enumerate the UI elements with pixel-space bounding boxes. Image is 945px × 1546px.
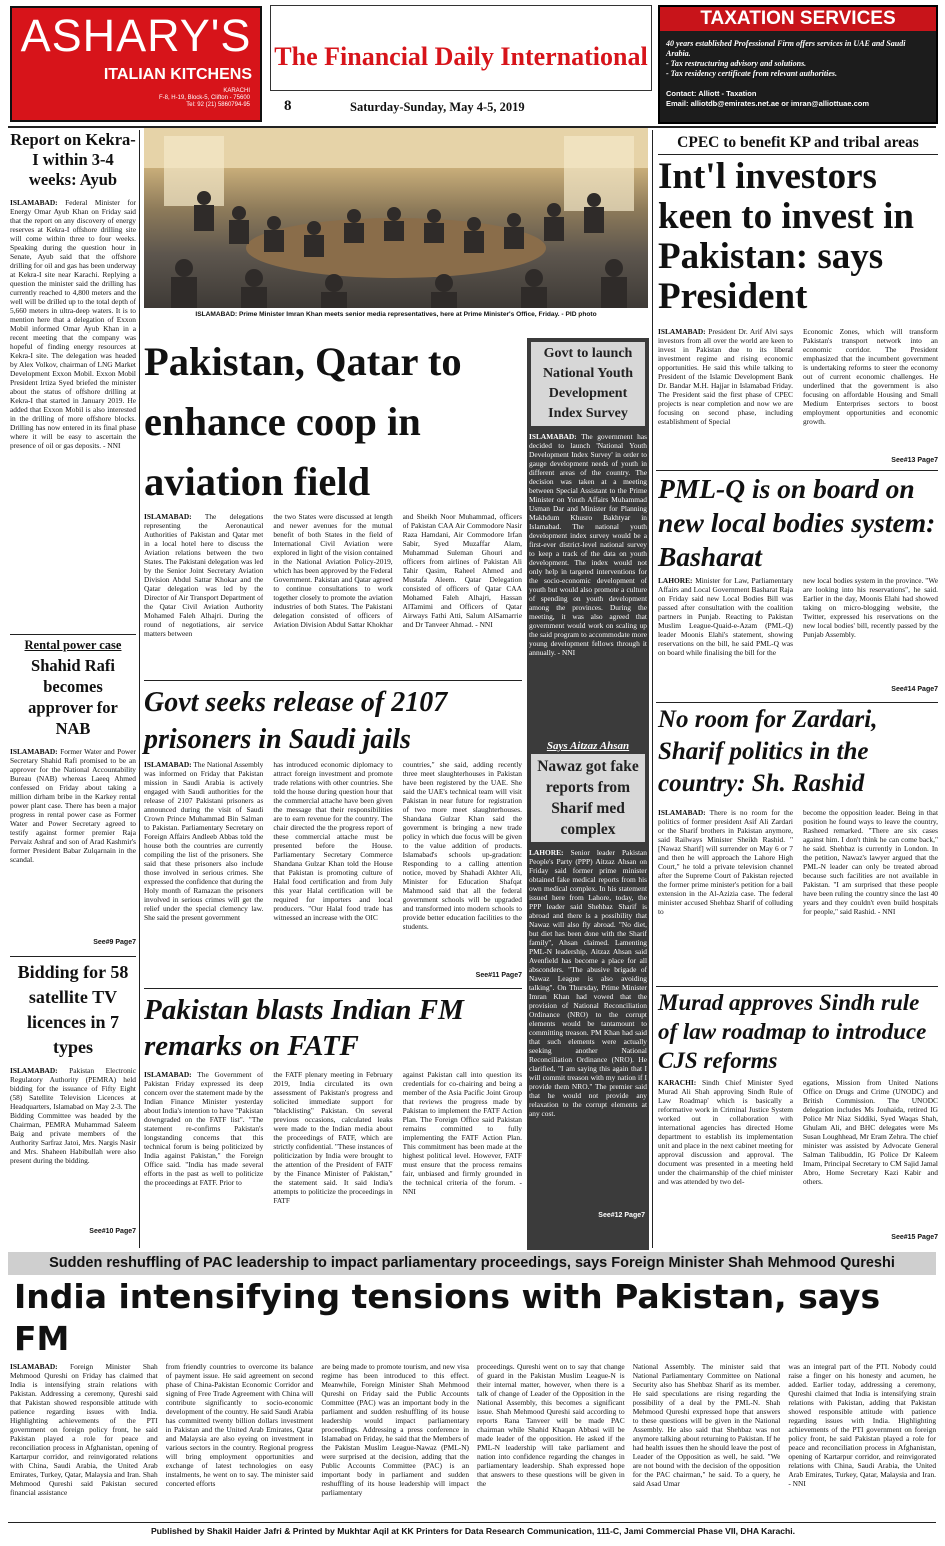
tax-ad-contact: Contact: Alliott - Taxation: [666, 89, 757, 98]
ashary-subtitle: ITALIAN KITCHENS: [103, 66, 252, 83]
headline: Govt seeks release of 2107 prisoners in Saudi jails: [144, 687, 448, 755]
story-body: ISLAMABAD: The National Assembly was informed on Friday that Pakistan mission in Saudi Arabia is actively engaged with Saudi authorities for the release of 2107 Pakistani prisoners as announced during the visit of Saudi Crown Prince Muhammad Bin Salman to Pakistan. Parliamentary Secretary on Foreign Affairs Andleeb Abbas told the house both the countries are currently compiling the list of the prisoners. She said that these prisoners also include those involved in serious crimes. She expressed the confidence that during the Holy month of Ramazan the prisoners involved in serious crimes will get the relief under the special clemency law. She said the present government has introduced economic diplomacy to attract foreign investment and promote trade relations with other countries. She told the house during question hour that the commercial attache have been given the message that their responsibilities are to earn revenue for the country. The chair directed the the progress report of these commercial attache must be presented before the House. Parliamentary Secretary Commerce Shandana Gulzar Khan told the House that Pakistan is promoting culture of Halal food certification and from July this year Halal certification will be required for importers and local producers. "Our Halal food trade has witnessed an increase with the OIC countries," she said, adding recently three meet slaughterhouses in Pakistan have been registered by the UAE. She said the UAE's technical team will visit Pakistan in near future for registration of two more meet slaughterhouses. Shandana Gulzar Khan said the government is bringing a new trade policy in which due focus will be given to the value addition of products. Islamabad's schools up-gradation: Responding to a calling attention notice, moved by Shahadi Akhter Ali, Minister for Education Shafqat Mahmood said that all the federal government schools will be upgraded and transformed into modern schools to provide better education facilities to the students.: [144, 760, 522, 931]
newspaper-title: The Financial Daily International: [270, 5, 652, 91]
headline: India intensifying tensions with Pakistan, says FM: [14, 1277, 881, 1358]
story-shahid-rafi: [10, 638, 136, 946]
see-ref: See#15 Page7: [891, 1234, 938, 1241]
headline: No room for Zardari, Sharif politics in the country: Sh. Rashid: [658, 706, 878, 797]
tax-ad-email: Email: alliotdb@emirates.net.ae or imran@alliottuae.com: [666, 99, 870, 108]
see-ref: See#13 Page7: [891, 457, 938, 464]
headline: Shahid Rafi becomes approver for NAB: [28, 656, 118, 738]
footer-rule: [8, 1522, 936, 1523]
taxation-ad: [658, 5, 938, 124]
story-body: ISLAMABAD: There is no room for the politics of former president Asif Ali Zardari or the Sharif brothers in Pakistan anymore, said Railways Minister Sheikh Rashid. "[Nawaz Sharif] will surrender on May 6 or 7 and then he will approach the Lahore High Court," he told a private television channel after the Supreme Court of Pakistan rejected the former prime minister's petition for a bail extension in the Al-Azizia case. The federal minister accused Shehbaz Sharif of colluding to become the opposition leader. Being in that position he found ways to leave the country, Rasheed remarked. "There are six cases against him. I don't think he can come back," he said. Shehbaz is currently in London. In the petition, Nawaz's lawyer argued that the PML-N leader can only be treated abroad because such facilities are not available in Pakistan. "I am surprised that these people have been ruling the country since the last 40 years and they couldn't even build hospitals for people," said Rashid. - NNI: [658, 808, 938, 916]
column-rule: [139, 130, 140, 1248]
story-body: LAHORE: Minister for Law, Parliamentary Affairs and Local Government Basharat Raja on Friday said new Local Bodies Bill was passed after consultation with the coalition partners in Punjab. Reacting to Pakistan Muslim League-Quaid-e-Azam (PML-Q) leader Moonis Elahi's statement, showing reservations on the bill, he said PML-Q was on board while finalising the bill for the new local bodies system in the province. "We are looking into his reservations", he said. Earlier in the day, Moonis Elahi had showed taking on micro-blogging website, the Twitter, expressed his reservations on the new local bodies' bill, recently passed by the Punjab Assembly.: [658, 576, 938, 657]
ashary-tel: Tel: 92 (21) 5860794-95: [186, 102, 250, 108]
story-investors: [658, 134, 938, 464]
tax-ad-line: 40 years established Professional Firm offers services in UAE and Saudi Arabia.: [666, 39, 906, 58]
story-body: ISLAMABAD: Foreign Minister Shah Mehmood Qureshi on Friday has claimed that India is intensifying strain relations with Pakistan. Addressing a ceremony, Qureshi said that Pakistan showed responsible attitude with patience regarding issues with India. Highlighting achievements of the PTI government on foreign policy front, he said Pakistan played a role for peace and reconciliation process in Afghanistan, opening of Kartarpur corridor, and reinvigorated relations with China, Saudi Arabia, the United Arab Emirates, Turkey, Qatar, Malaysia and Iran. Shah Mehmood Qureshi said Pakistan secured financial assistance from friendly countries to overcome its balance of payment issue. He said agreement on second phase of China-Pakistan Economic Corridor and signing of Free Trade Agreement with China will contribute significantly to socio-economic development of the country. He said Saudi Arabia has committed twenty billion dollars investment in Pakistan and the United Arab Emirates, Qatar and Malaysia are also eyeing on investment in various sectors in the country. Regional progress will bring employment opportunities and exchange of latest technologies on easy instalments, he went on to say. The minister said concerted efforts are being made to promote tourism, and new visa regime has been introduced to this effect. Meanwhile, Foreign Minister Shah Mehmood Qureshi on Friday said the Public Accounts Committee (PAC) was an important body in the parliament and sudden reshuffling of its house leadership would impact parliamentary proceedings. Addressing a press conference in Islamabad on Friday, he said that the Members of the Pakistan Muslim League-Nawaz (PML-N) were surprised at the decision, adding that the Public Accounts Committee (PAC) is an important body in parliament and sudden reshuffling of its house leadership will impact parliamentary proceedings. Qureshi went on to say that change of guard in the Pakistan Muslim League-N is their internal matter, however, when there is a talk of change of Leader of the Opposition in the National Assembly, this becomes a significant issue. Shah Mehmood Qureshi said according to reports Rana Tanveer will be made PAC chairman while Shahid Khaqan Abbasi will be made leader of the opposition. He asked if the PML-N leadership will take parliament and nation into confidence regarding the changes in parliamentary leadership. Shah expressed hope that answers to these questions will be given in the National Assembly. The minister said that National Parliamentary Committee on National Security also has Shehbaz Sharif as its member. He said speculations are rising regarding the possibility of a deal by the PML-N. Shah Mehmood Qureshi expressed hope that answers to these questions will be given in the National Assembly. He also said that Shehbaz was not anymore talking about returning to Pakistan. If he had health issues then he should leave the post of Leader of the Opposition as well, he said. "We are not bound with the decision of the opposition for the PAC chairman," he said. To a query, he said Asad Umar was an integral part of the PTI. Nobody could raise a finger on his honesty and acumen, he added. Earlier today, addressing a ceremony, Qureshi claimed that India is intensifying strain relations with Pakistan, adding that Pakistan showed responsible attitude with patience regarding issues with India. Highlighting achievements of the PTI government on foreign policy front, he said Pakistan played a role for peace and reconciliation process in Afghanistan, opening of Kartarpur corridor, and reinvigorated relations with China, Saudi Arabia, the United Arab Emirates, Turkey, Qatar, Malaysia and Iran. - NNI: [10, 1362, 936, 1497]
ashary-ad: [10, 6, 262, 122]
kicker: CPEC to benefit KP and tribal areas: [658, 134, 938, 155]
ashary-address: F-8, H-19, Block-5, Clifton - 75600: [158, 95, 250, 101]
divider: [656, 470, 938, 471]
see-ref: See#10 Page7: [89, 1228, 136, 1235]
nyd-headline: Govt to launch National Youth Development Index Survey: [531, 342, 645, 426]
page-number: 8: [284, 98, 292, 114]
headline: Pakistan, Qatar to enhance coop in aviation field: [144, 339, 462, 504]
divider: [144, 680, 522, 681]
tax-ad-header: TAXATION SERVICES: [660, 7, 936, 31]
story-murad: [658, 988, 938, 1241]
see-ref: See#14 Page7: [891, 686, 938, 693]
imprint-footer: Published by Shakil Haider Jafri & Printed by Mukhtar Aqil at KK Printers for Data Research Communication, 111-C, Jami Commercial Phase VII, DHA Karachi.: [150, 1526, 796, 1536]
see-ref: See#11 Page7: [475, 972, 522, 979]
nyd-body: ISLAMABAD: The government has decided to launch 'National Youth Development Index Survey' in order to gauge development needs of youth in different areas of the country. The decision was taken at a meeting between Special Assistant to the Prime Minister on Youth Affairs Muhammad Usman Dar and Minister for Planning Makhdum Khusro Bakhtyar in Islamabad. The national youth development index survey would be a first-ever district-level national survey to keep a track of the data on youth development. The index would not only help in targeted interventions for the socio-economic development of youth but would also promote a culture of spending on youth development among the provinces. During the meeting, it was also agreed that government would work on scaling up the said program to accommodate more young development fellows through it annually. - NNI: [529, 432, 647, 657]
nawaz-headline: Nawaz got fake reports from Sharif med complex: [531, 754, 645, 842]
nawaz-body: LAHORE: Senior leader Pakistan People's Party (PPP) Aitzaz Ahsan on Friday said former prime minister obtained fake medical reports from his own medical complex. In his statement issued here from Lahore, today, the PPP leader said Shehbaz Sharif is abroad and there is a possibility that Nawaz will also fly abroad. "No diet, but diet has been done with the Sharif family", Ahsan claimed. Lamenting PML-N leadership, Aitzaz Ahsan said Avenfield has become a place for all absconders. "The abusive brigade of Nawaz League is also avoiding talking". On Thursday, Prime Minister Imran Khan had vowed that the provision of National Reconciliation Ordinance (NRO) to the corrupt elements would be tantamount to committing treason. PM Khan had said that such elements were actually seeking another National Reconciliation Ordinance (NRO). He clarified, "I am saying this again that I will commit treason with my nation if I provide them NRO." The premier said that he would not provide any relaxation to the corrupt elements at any cost.: [529, 848, 647, 1118]
story-saudi: [144, 684, 522, 979]
headline: Pakistan blasts Indian FM remarks on FATF: [144, 994, 464, 1062]
story-body: KARACHI: Sindh Chief Minister Syed Murad Ali Shah approving Sindh Rule of Law Roadmap' which is basically a reformative work in Criminal Justice System worked out in collaboration with international agencies has directed Home department to establish its implementation unit and place in the next cabinet meeting for approval discussion and approval. The document was presented in a meeting held under the chairmanship of the chief minister and was attended by two del- egations, Mission from United Nations Office on Drugs and Crime (UNODC) and British Commission. The UNODC delegation includes Ms Jouhaida, retired IG Police Mr Niaz Siddiki, Syed Waqas Shah, Ghulam Ali, and BHC delegates were Ms Susan Loughhead, Mr Eram Zehra. The chief minister was assisted by Advocate General Salman Talibuddin, IG Police Dr Kaleem Imam, Principal Secretary to CM Sajid Jamal Abro, Home Secretary Kazi Kabir and others.: [658, 1078, 938, 1186]
story-bidding: [10, 960, 136, 1235]
news-photo: [144, 128, 648, 308]
nawaz-kicker: Says Aitzaz Ahsan: [546, 740, 630, 752]
headline: Report on Kekra-I within 3-4 weeks: Ayub: [10, 130, 136, 189]
headline: Bidding for 58 satellite TV licences in 7 types: [17, 962, 129, 1057]
pac-banner: Sudden reshuffling of PAC leadership to impact parliamentary proceedings, says Foreign Minister Shah Mehmood Qureshi: [8, 1252, 936, 1275]
tax-ad-line: - Tax restructuring advisory and solutions.: [666, 59, 807, 68]
headline: PML-Q is on board on new local bodies system: Basharat: [658, 473, 936, 572]
ashary-city: KARACHI: [223, 88, 250, 94]
divider: [10, 956, 136, 957]
story-qatar: [144, 332, 522, 680]
story-body: ISLAMABAD: Former Water and Power Secretary Shahid Rafi promised to be an approver for the National Accountability Bureau (NAB) whereas Laeeq Ahmed confessed on Friday about taking a million dirham bribe in the Karkey rental power plant case. There has been a major progress in rental power case as Former Water and Power Secretary agreed to testify against former premier Raja Pervaiz Ashraf and son of Arad Kashmir's former President Babar Zulqarnain in the scandal.: [10, 747, 136, 864]
divider: [10, 634, 136, 635]
story-body: ISLAMABAD: Federal Minister for Energy Omar Ayub Khan on Friday said that the report on any discovery of energy reserves at Kekra-I offshore drilling site will come within three to four weeks. Speaking during the question hour in Senate, Ayub said that the offshore drilling for oil and gas has been underway at Kekra-I site near Karachi. Replying a question the minister said the drilling has currently reached to 4,800 meters and the well will be drilled up to the total depth of 5,660 meters in ultra-deep waters. It is to mention here that a delegation of Exxon Mobil informed Omar Ayub Khan in a recent meeting that the company was hopeful of finding energy resources at Kekra-I site. The delegation was headed by Alex Volkov, chairman of LNG Market Development Exxon Mobil. Exxon Mobil President Irtiza Syed briefed the minister about the status of offshore drilling at Kekra-I that started in January 2019. He added that Exxon Mobil is also interested in the drilling of more offshore blocks. Drilling has now entered in its final phase where it will be easy to ascertain the presence of oil or gas deposits. - NNI: [10, 198, 136, 450]
divider: [656, 986, 938, 987]
photo-caption: ISLAMABAD: Prime Minister Imran Khan meets senior media representatives, here at Prime Minister's Office, Friday. - PID photo: [195, 311, 597, 318]
divider: [144, 988, 522, 989]
dark-sidebar: [527, 338, 649, 1250]
headline: Int'l investors keen to invest in Pakistan: says President: [658, 156, 914, 317]
column-rule: [652, 130, 653, 1248]
issue-date: Saturday-Sunday, May 4-5, 2019: [350, 100, 525, 114]
meeting-photo-image: [144, 128, 648, 308]
kicker: Rental power case: [24, 638, 122, 652]
story-fatf: [144, 992, 522, 1242]
story-zardari: [658, 704, 938, 976]
story-pmlq: [658, 472, 938, 693]
story-india: [10, 1276, 936, 1546]
headline: Murad approves Sindh rule of law roadmap to introduce CJS reforms: [658, 990, 927, 1073]
divider: [656, 702, 938, 703]
story-body: ISLAMABAD: President Dr. Arif Alvi says investors from all over the world are keen to invest in Pakistan due to its liberal investment regime and rising economic opportunities. He said this while talking to President of the Islamic Development Bank Dr. Bandar M.H. Hajjar in Islamabad Friday. The President said the first phase of CPEC projects is near completion and now we are focusing on second phase, including establishment of Special Economic Zones, which will transform Pakistan's transport network into an economic corridor. The President emphasized that the incumbent government is undertaking reforms to steer the economy out of current economic challenges. He underlined that the government is also focusing on affordable Housing and Small Medium Enterprises sectors to boost employment opportunities and economic growth.: [658, 327, 938, 426]
tax-ad-line: - Tax residency certificate from relevant authorities.: [666, 69, 838, 78]
story-body: ISLAMABAD: The Government of Pakistan Friday expressed its deep concern over the statement made by the Indian Finance Minister yesterday about India's intention to have "Pakistan downgraded on the FATF list". "The statement re-confirms Pakistan's longstanding concerns that this technical forum is being politicized by India against Pakistan," the Foreign Office said. "India has made several efforts in the past as well to politicize the proceedings at FATF. Prior to the FATF plenary meeting in February 2019, India circulated its own assessment of Pakistan's progress and solicited immediate support for "blacklisting" Pakistan. On several previous occasions, calculated leaks were made to the Indian media about the proceedings of FATF, which are strictly confidential. "These instances of politicization by India were brought to the attention of the President of FATF by the Finance Minister of Pakistan," the statement said. It said India's attempts to politicize the proceedings in FATF against Pakistan call into question its credentials for co-chairing and being a member of the Asia Pacific Joint Group that reviews the progress made by Pakistan to implement the FATF Action Plan. The Foreign Office said Pakistan remains committed to fully implementing the FATF Action Plan. This commitment has been made at the highest political level. However, FATF must ensure that the process remains fair, unbiased and firmly grounded in the technical criteria of the forum. - NNI: [144, 1070, 522, 1205]
story-body: ISLAMABAD: Pakistan Electronic Regulatory Authority (PEMRA) held bidding for the issuance of Fifty Eight (58) Satellite Television Licences at Headquarters, Islamabad on May 2-3. The Bidding Committee was headed by the Chairman, PEMRA Muhammad Saleem Baig and private members of the Authority Sarfraz Jatoi, Mrs. Nargis Nasir and Mrs. Shaheen Habibullah were also present during the bidding.: [10, 1066, 136, 1165]
story-body: ISLAMABAD: The delegations representing the Aeronautical Authorities of Pakistan and Qatar met in a local hotel here to discuss the Aviation relations between the two States. The Pakistani delegation was led by the Senior Joint Secretary Aviation Division Abdul Sattar Khokar and the Qatar delegation was led by the Director of Air Transport Department of the Qatar Civil Aviation Authority Mohamed Faleh Alhajri. During the round of negotiations, air service matters between the two States were discussed at length and newer avenues for the mutual benefit of both States in the field of International Civil Aviation were explored in light of the vision contained in the National Aviation Policy-2019, which has been approved by the Federal Government. Pakistan and Qatar agreed to continue consultations to work together closely to promote the aviation industries of both States. The Pakistani delegation consisted of officers of Aviation Division Abdul Sattar Khokhar and Sheikh Noor Muhammad, officers of Pakistan CAA Air Commodore Nasir Raza Hamdani, Air Commodore Irfan Sabir, Syed Muzaffar Alam, Muhammad Suleman Ghouri and officers from airlines of Pakistan Ali Tahir Qasim, Raheel Ahmed and Mustafa Aleem. Qatar Delegation consisted of officers of Qatar CAA Mohamed Faleh Alhajri, Hassan AlTamimi and Officers of Qatar Airways Fathi Atti, Salum AlSamarrie and Dr Tanveer Ahmad. - NNI: [144, 512, 522, 638]
see-ref: See#12 Page7: [598, 1212, 645, 1219]
ashary-title: ASHARY'S: [20, 10, 252, 61]
story-kekra: [10, 130, 136, 618]
see-ref: See#9 Page7: [93, 939, 136, 946]
